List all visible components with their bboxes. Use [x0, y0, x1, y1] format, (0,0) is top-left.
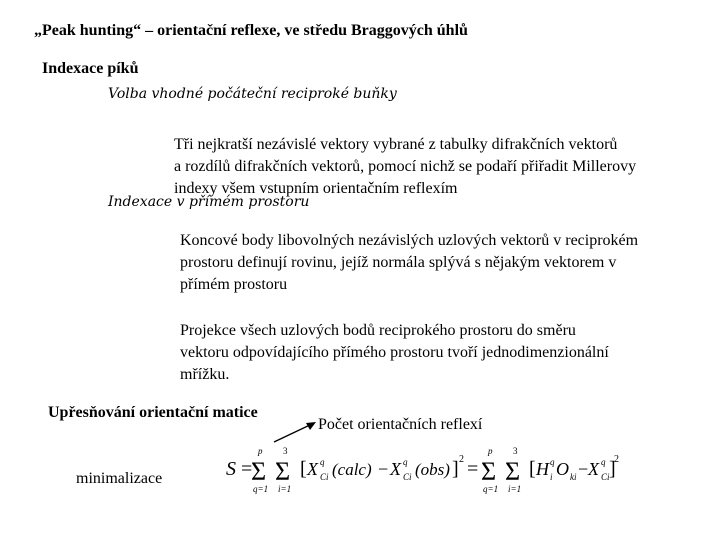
sum-outer-top-2: p — [488, 446, 493, 456]
reflection-count-label: Počet orientačních reflexí — [318, 416, 483, 433]
o-var: O — [556, 459, 569, 479]
x-obs-sub: Ci — [403, 472, 412, 482]
sum-outer-bottom-2: q=1 — [483, 484, 499, 494]
bracket-close-1: ] — [452, 458, 459, 480]
sum-outer-symbol: Σ — [251, 457, 267, 486]
bracket-open-1: [ — [300, 458, 307, 480]
sum-inner-bottom: i=1 — [278, 484, 292, 494]
o-sub: ki — [570, 472, 577, 482]
indexing-heading: Indexace píků — [42, 60, 139, 77]
sum-inner-symbol-2: Σ — [505, 457, 521, 486]
sum-inner-symbol: Σ — [275, 457, 291, 486]
page-title: „Peak hunting“ – orientační reflexe, ve středu Braggových úhlů — [34, 22, 468, 39]
reciprocal-cell-text — [174, 134, 636, 200]
direct-space-text-1 — [180, 230, 638, 296]
minimization-label: minimalizace — [76, 470, 163, 487]
power-2: 2 — [614, 454, 619, 465]
arrow-icon — [270, 416, 320, 446]
x-var-2: X — [588, 459, 599, 479]
formula-equals: = — [241, 458, 253, 480]
x-obs-sup: q — [403, 457, 408, 467]
x-sub-2: Ci — [601, 472, 610, 482]
x-calc-var: X — [307, 459, 318, 479]
formula-minus: − — [378, 459, 389, 479]
direct-space-heading: Indexace v přímém prostoru — [108, 194, 310, 210]
sum-outer-top: p — [258, 446, 263, 456]
refinement-heading: Upřesňování orientační matice — [48, 404, 258, 421]
sum-inner-top: 3 — [283, 446, 288, 456]
h-var: H — [536, 459, 549, 479]
least-squares-formula — [226, 444, 618, 496]
h-sup: q — [550, 457, 555, 467]
sum-inner-bottom-2: i=1 — [508, 484, 522, 494]
reciprocal-cell-line-1: Tři nejkratší nezávislé vektory vybrané z tabulky difrakčních vektorů — [174, 136, 618, 153]
direct-space-2-line-1: Projekce všech uzlových bodů reciprokého prostoru do směru — [180, 322, 576, 339]
direct-space-2-line-2: vektoru odpovídajícího přímého prostoru tvoří jednodimenzionální — [180, 344, 609, 361]
reciprocal-cell-heading: Volba vhodné počáteční reciproké buňky — [108, 86, 397, 102]
direct-space-text-2 — [180, 320, 609, 386]
sum-inner-top-2: 3 — [513, 446, 518, 456]
formula-equals-2: = — [467, 458, 479, 480]
power-1: 2 — [459, 454, 464, 465]
reciprocal-cell-line-2: a rozdílů difrakčních vektorů, pomocí nichž se podaří přiřadit Millerovy — [174, 158, 637, 175]
bracket-close-2: ] — [609, 458, 616, 480]
x-sup-2: q — [601, 457, 606, 467]
formula-minus-2: − — [578, 459, 589, 479]
direct-space-2-line-3: mřížku. — [180, 366, 230, 383]
formula-lhs: S — [226, 458, 236, 480]
x-calc-arg: (calc) — [332, 460, 372, 479]
direct-space-1-line-1: Koncové body libovolných nezávislých uzlových vektorů v reciprokém — [180, 232, 639, 249]
direct-space-1-line-2: prostoru definují rovinu, jejíž normála splývá s nějakým vektorem v — [180, 254, 617, 271]
reciprocal-cell-line-3: indexy všem vstupním orientačním reflexím — [174, 180, 458, 197]
bracket-open-2: [ — [529, 458, 536, 480]
h-sub: i — [550, 472, 553, 482]
direct-space-1-line-3: přímém prostoru — [180, 276, 288, 293]
x-obs-arg: (obs) — [415, 460, 450, 479]
x-calc-sup: q — [320, 457, 325, 467]
sum-outer-symbol-2: Σ — [481, 457, 497, 486]
sum-outer-bottom: q=1 — [253, 484, 269, 494]
x-obs-var: X — [390, 459, 401, 479]
x-calc-sub: Ci — [320, 472, 329, 482]
